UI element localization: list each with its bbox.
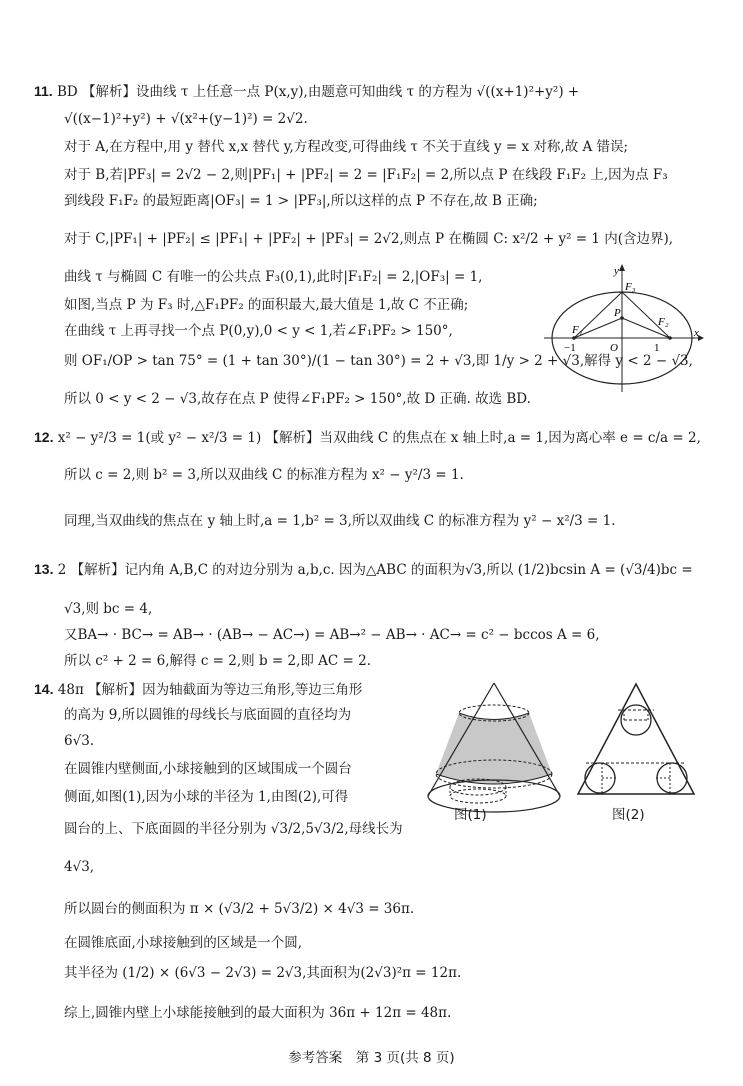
- q11-line-10: 则 OF₁/OP > tan 75° = (1 + tan 30°)/(1 − tan 30°) = 2 + √3,即 1/y > 2 + √3,解得 y < 2 − √3,: [64, 353, 693, 369]
- q11-line-6: 对于 C,|PF₁| + |PF₂| ≤ |PF₁| + |PF₂| + |PF₃| = 2√2,则点 P 在椭圆 C: x²/2 + y² = 1 内(含边界),: [64, 231, 674, 247]
- q14-line-5: 侧面,如图(1),因为小球的半径为 1,由图(2),可得: [64, 789, 349, 805]
- fig2-caption: 图(2): [612, 807, 645, 823]
- cone-figure-1: [418, 678, 578, 828]
- q14-line-6: 圆台的上、下底面圆的半径分别为 √3/2,5√3/2,母线长为: [64, 821, 403, 837]
- ellipse-figure: [544, 262, 704, 392]
- label-one: 1: [654, 342, 660, 354]
- q14-line-2: 的高为 9,所以圆锥的母线长与底面圆的直径均为: [64, 707, 352, 723]
- label-P: P: [614, 307, 621, 319]
- label-F3: F₃: [625, 281, 636, 293]
- q11-line-4: 对于 B,若|PF₃| = 2√2 − 2,则|PF₁| + |PF₂| = 2 = |F₁F₂| = 2,所以点 P 在线段 F₁F₂ 上,因为点 F₃: [64, 167, 668, 183]
- q14-number: 14.: [34, 681, 54, 697]
- q12-line-2: 所以 c = 2,则 b² = 3,所以双曲线 C 的标准方程为 x² − y²/3 = 1.: [64, 467, 464, 483]
- q14-line-1: 14. 48π 【解析】因为轴截面为等边三角形,等边三角形: [34, 681, 363, 698]
- q11-line-8: 如图,当点 P 为 F₃ 时,△F₁PF₂ 的面积最大,最大值是 1,故 C 不正确;: [64, 297, 469, 313]
- q13-line-4: 所以 c² + 2 = 6,解得 c = 2,则 b = 2,即 AC = 2.: [64, 653, 371, 669]
- label-F2: F₂: [658, 316, 669, 328]
- q13-line-1: 13. 2 【解析】记内角 A,B,C 的对边分别为 a,b,c. 因为△ABC 的面积为√3,所以 (1/2)bcsin A = (√3/4)bc =: [34, 561, 693, 578]
- q11-line-7: 曲线 τ 与椭圆 C 有唯一的公共点 F₃(0,1),此时|F₁F₂| = 2,|OF₃| = 1,: [64, 269, 483, 285]
- q13-number: 13.: [34, 561, 54, 577]
- label-y: y: [614, 265, 619, 277]
- q11-line-5: 到线段 F₁F₂ 的最短距离|OF₃| = 1 > |PF₃|,所以这样的点 P 不存在,故 B 正确;: [64, 193, 538, 209]
- label-F1: F₁: [572, 324, 583, 336]
- label-x: x: [694, 327, 699, 339]
- cone-figure-2: [576, 682, 700, 800]
- label-neg1: −1: [564, 342, 576, 354]
- q14-line-10: 其半径为 (1/2) × (6√3 − 2√3) = 2√3,其面积为(2√3)²π = 12π.: [64, 965, 462, 981]
- q14-line-7: 4√3,: [64, 859, 95, 875]
- page-footer: 参考答案 第 3 页(共 8 页): [288, 1050, 455, 1066]
- q14-line-9: 在圆锥底面,小球接触到的区域是一个圆,: [64, 935, 303, 951]
- q14-line-3: 6√3.: [64, 733, 95, 749]
- q11-line-11: 所以 0 < y < 2 − √3,故存在点 P 使得∠F₁PF₂ > 150°,故 D 正确. 故选 BD.: [64, 391, 531, 407]
- q11-line-2: √((x−1)²+y²) + √(x²+(y−1)²) = 2√2.: [64, 111, 308, 127]
- label-O: O: [610, 342, 618, 354]
- q12-number: 12.: [34, 429, 54, 445]
- q11-number: 11.: [34, 83, 53, 99]
- q13-line-3: 又BA→ · BC→ = AB→ · (AB→ − AC→) = AB→² − AB→ · AC→ = c² − bccos A = 6,: [64, 627, 600, 643]
- q11-line-9: 在曲线 τ 上再寻找一个点 P(0,y),0 < y < 1,若∠F₁PF₂ > 150°,: [64, 323, 453, 339]
- fig1-caption: 图(1): [454, 807, 487, 823]
- q14-line-11: 综上,圆锥内壁上小球能接触到的最大面积为 36π + 12π = 48π.: [64, 1005, 452, 1021]
- q11-line-1: 11. BD 【解析】设曲线 τ 上任意一点 P(x,y),由题意可知曲线 τ 的方程为 √((x+1)²+y²) +: [34, 83, 580, 100]
- q14-line-4: 在圆锥内壁侧面,小球接触到的区域围成一个圆台: [64, 761, 352, 777]
- q12-line-1: 12. x² − y²/3 = 1(或 y² − x²/3 = 1) 【解析】当双曲线 C 的焦点在 x 轴上时,a = 1,因为离心率 e = c/a = 2,: [34, 429, 701, 446]
- q11-line-3: 对于 A,在方程中,用 y 替代 x,x 替代 y,方程改变,可得曲线 τ 不关于直线 y = x 对称,故 A 错误;: [64, 139, 629, 155]
- q14-line-8: 所以圆台的侧面积为 π × (√3/2 + 5√3/2) × 4√3 = 36π.: [64, 901, 415, 917]
- q12-line-3: 同理,当双曲线的焦点在 y 轴上时,a = 1,b² = 3,所以双曲线 C 的标准方程为 y² − x²/3 = 1.: [64, 513, 616, 529]
- q13-line-2: √3,则 bc = 4,: [64, 601, 153, 617]
